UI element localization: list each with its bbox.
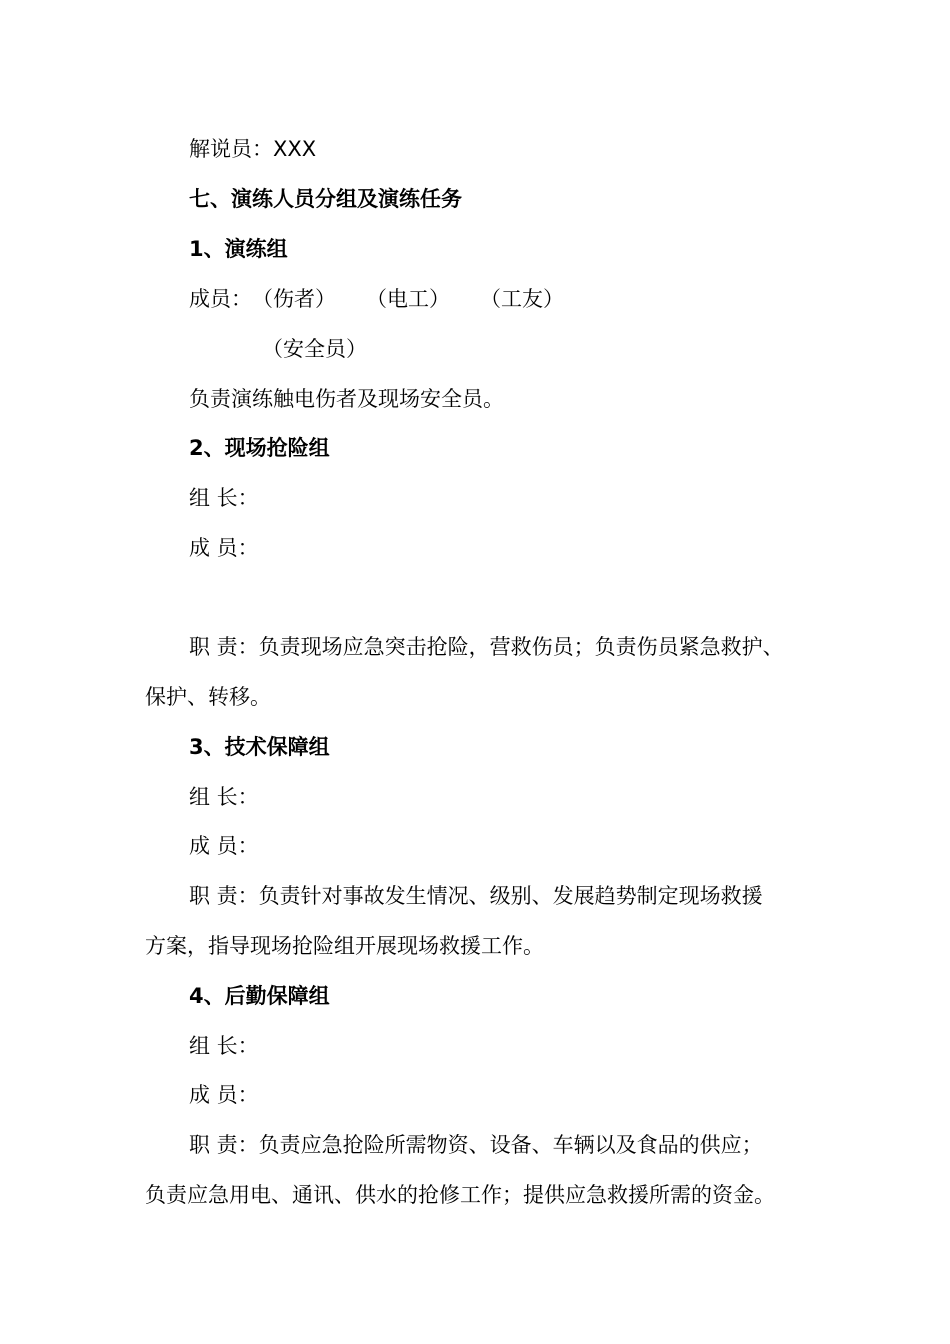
group3-members: 成 员： — [189, 834, 259, 858]
group1-member-safety: （安全员） — [262, 337, 367, 361]
group2-duty-line2: 保护、转移。 — [145, 685, 271, 709]
group4-members: 成 员： — [189, 1083, 259, 1107]
group3-duty-line2: 方案，指导现场抢险组开展现场救援工作。 — [145, 934, 544, 958]
group3-title: 3、技术保障组 — [189, 735, 330, 759]
group1-member-worker: （工友） — [480, 287, 564, 311]
group3-duty-line1: 职 责：负责针对事故发生情况、级别、发展趋势制定现场救援 — [189, 884, 763, 908]
section-heading: 七、演练人员分组及演练任务 — [189, 187, 462, 211]
group4-duty-line2: 负责应急用电、通讯、供水的抢修工作；提供应急救援所需的资金。 — [145, 1183, 775, 1207]
group1-members-label: 成员： — [189, 287, 252, 311]
group4-title: 4、后勤保障组 — [189, 984, 330, 1008]
group1-duty: 负责演练触电伤者及现场安全员。 — [189, 387, 504, 411]
group3-leader: 组 长： — [189, 785, 259, 809]
group1-member-electrician: （电工） — [366, 287, 450, 311]
group4-duty-line1: 职 责：负责应急抢险所需物资、设备、车辆以及食品的供应； — [189, 1133, 763, 1157]
group1-members-line — [189, 285, 564, 313]
group2-members: 成 员： — [189, 536, 259, 560]
narrator-line: 解说员：XXX — [189, 137, 317, 161]
group2-title: 2、现场抢险组 — [189, 436, 330, 460]
group1-member-injured: （伤者） — [252, 287, 336, 311]
group4-leader: 组 长： — [189, 1034, 259, 1058]
group2-leader: 组 长： — [189, 486, 259, 510]
group2-duty-line1: 职 责：负责现场应急突击抢险，营救伤员；负责伤员紧急救护、 — [189, 635, 784, 659]
group1-title: 1、演练组 — [189, 237, 288, 261]
